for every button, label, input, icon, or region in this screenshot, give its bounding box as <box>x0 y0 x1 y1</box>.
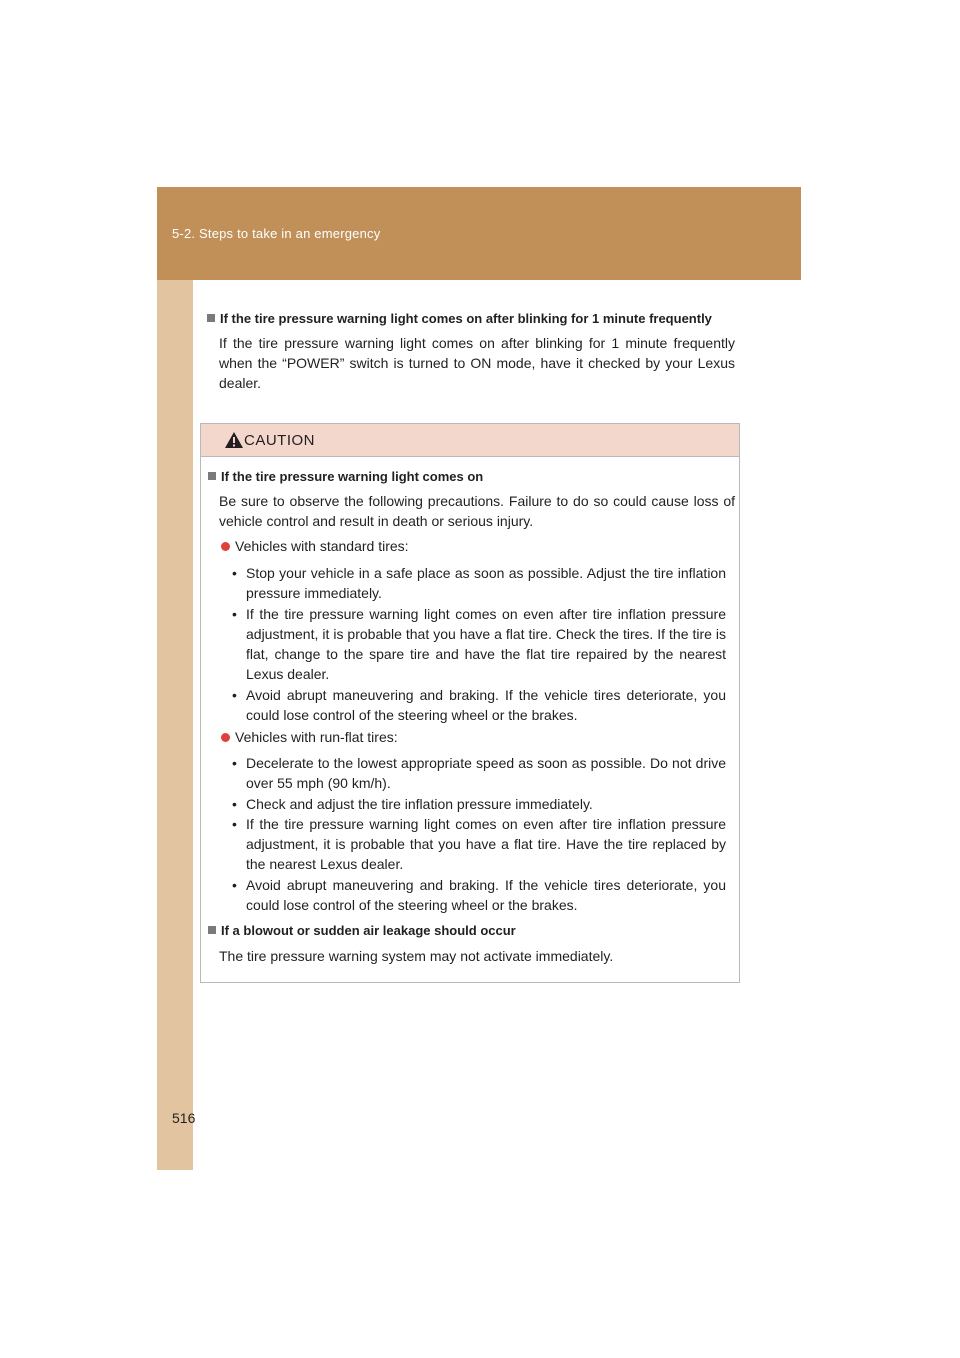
warning-triangle-icon <box>224 431 244 449</box>
intro-heading-text: If the tire pressure warning light comes on after blinking for 1 minute frequently <box>220 311 712 326</box>
bullet-dot: • <box>232 816 237 832</box>
caution-heading-2-text: If a blowout or sudden air leakage should occur <box>221 923 516 938</box>
run-flat-tires-item: Decelerate to the lowest appropriate speed as soon as possible. Do not drive over 55 mph (90 km/h). <box>246 755 726 791</box>
caution-body-2: The tire pressure warning system may not activate immediately. <box>219 948 614 964</box>
section-title: 5-2. Steps to take in an emergency <box>172 226 381 241</box>
standard-tires-item: Stop your vehicle in a safe place as soon as possible. Adjust the tire inflation pressure immediately. <box>246 565 726 601</box>
caution-body-1: Be sure to observe the following precautions. Failure to do so could cause loss of vehicle control and result in death or serious injury. <box>219 493 735 529</box>
standard-tires-heading <box>221 538 409 554</box>
page-number: 516 <box>172 1110 196 1126</box>
bullet-dot: • <box>232 687 237 703</box>
run-flat-tires-heading <box>221 729 398 745</box>
standard-tires-label: Vehicles with standard tires: <box>235 538 409 554</box>
run-flat-tires-item: If the tire pressure warning light comes on even after tire inflation pressure adjustment, it is probable that you have a flat tire. Have the tire replaced by the nearest Lexus dealer. <box>246 816 726 872</box>
run-flat-tires-item: Avoid abrupt maneuvering and braking. If the vehicle tires deteriorate, you could lose control of the steering wheel or the brakes. <box>246 877 726 913</box>
square-bullet-icon <box>207 314 215 322</box>
bullet-dot: • <box>232 606 237 622</box>
intro-heading <box>207 311 712 326</box>
run-flat-tires-item: Check and adjust the tire inflation pressure immediately. <box>246 796 593 812</box>
bullet-dot: • <box>232 755 237 771</box>
round-bullet-icon <box>221 542 230 551</box>
intro-body: If the tire pressure warning light comes on after blinking for 1 minute frequently when the “POWER” switch is turned to ON mode, have it checked by your Lexus dealer. <box>219 335 735 391</box>
run-flat-tires-label: Vehicles with run-flat tires: <box>235 729 398 745</box>
square-bullet-icon <box>208 926 216 934</box>
caution-heading-1-text: If the tire pressure warning light comes on <box>221 469 484 484</box>
bullet-dot: • <box>232 565 237 581</box>
caution-heading-2 <box>208 923 516 938</box>
standard-tires-item: Avoid abrupt maneuvering and braking. If the vehicle tires deteriorate, you could lose control of the steering wheel or the brakes. <box>246 687 726 723</box>
round-bullet-icon <box>221 733 230 742</box>
caution-header <box>201 424 739 457</box>
bullet-dot: • <box>232 877 237 893</box>
caution-heading-1 <box>208 469 483 484</box>
standard-tires-item: If the tire pressure warning light comes on even after tire inflation pressure adjustment, it is probable that you have a flat tire. Check the tires. If the tire is flat, change to the spare tire and have the flat tire repaired by the nearest Lexus dealer. <box>246 606 726 682</box>
side-strip <box>157 280 196 1170</box>
square-bullet-icon <box>208 472 216 480</box>
bullet-dot: • <box>232 796 237 812</box>
caution-box <box>200 423 740 983</box>
caution-label: CAUTION <box>244 432 315 449</box>
